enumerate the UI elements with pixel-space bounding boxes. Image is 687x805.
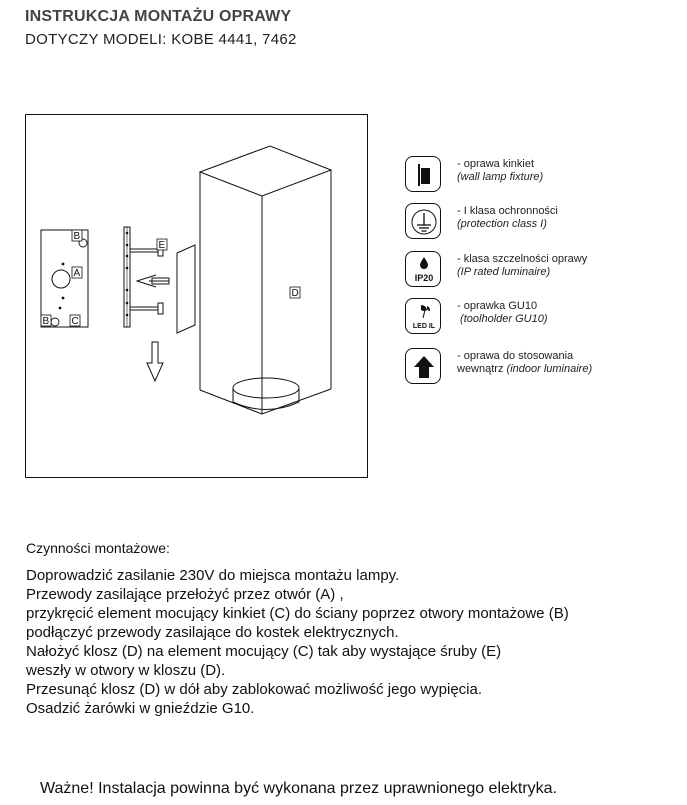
legend-ip-rating xyxy=(405,251,685,291)
instructions-list xyxy=(26,566,569,718)
label-b-bottom: B xyxy=(42,316,50,327)
legend-gu10-label-en: (toolholder GU10) xyxy=(457,313,548,325)
led-il-badge: LED IL xyxy=(412,323,436,330)
legend-wall-lamp-label-en: (wall lamp fixture) xyxy=(457,171,544,183)
label-c: C xyxy=(71,316,79,327)
legend-ip-rating-label-en: (IP rated luminaire) xyxy=(457,266,551,278)
instruction-step: podłączyć przewody zasilające do kostek elektrycznych. xyxy=(26,624,399,641)
left-arrow-icon xyxy=(137,275,169,287)
mounting-diagram-drawing xyxy=(26,115,369,479)
instruction-step: weszły w otwory w kloszu (D). xyxy=(26,662,226,679)
mounting-plate xyxy=(41,230,88,327)
instruction-step: Nałożyć klosz (D) na element mocujący (C) tak aby wystające śruby (E) xyxy=(26,643,502,660)
indoor-house-icon xyxy=(405,348,441,384)
legend-gu10 xyxy=(405,298,685,338)
legend-indoor-label: - oprawa do stosowania xyxy=(457,350,574,362)
ground-icon xyxy=(405,203,441,239)
legend-protection-class-label-en: (protection class I) xyxy=(457,218,547,230)
ip20-badge: IP20 xyxy=(414,273,434,283)
instruction-step: Przesunąć klosz (D) w dół aby zablokować możliwość jego wypięcia. xyxy=(26,681,483,698)
instruction-step: Przewody zasilające przełożyć przez otwór (A) , xyxy=(26,586,344,603)
label-d: D xyxy=(291,288,299,299)
legend-indoor xyxy=(405,348,685,388)
led-il-icon xyxy=(405,298,441,334)
electrician-warning: Ważne! Instalacja powinna być wykonana przez uprawnionego elektryka. xyxy=(40,780,558,797)
wall-lamp-icon xyxy=(405,156,441,192)
label-e: E xyxy=(158,240,166,251)
label-b-top: B xyxy=(73,231,81,242)
models-subtitle: DOTYCZY MODELI: KOBE 4441, 7462 xyxy=(25,31,297,48)
document-title: INSTRUKCJA MONTAŻU OPRAWY xyxy=(25,8,292,25)
legend-wall-lamp-label: - oprawa kinkiet xyxy=(457,158,535,170)
lamp-body xyxy=(177,146,331,414)
ip20-icon xyxy=(405,251,441,287)
mounting-diagram xyxy=(25,114,368,478)
instruction-step: Osadzić żarówki w gnieździe G10. xyxy=(26,700,255,717)
legend-protection-class xyxy=(405,203,685,243)
down-arrow-icon xyxy=(147,342,163,381)
instruction-step: przykręcić element mocujący kinkiet (C) do ściany poprzez otwory montażowe (B) xyxy=(26,605,569,622)
legend-wall-lamp xyxy=(405,156,685,196)
instruction-step: Doprowadzić zasilanie 230V do miejsca montażu lampy. xyxy=(26,567,400,584)
legend-indoor-label-2: wewnątrz xyxy=(457,363,507,375)
legend-ip-rating-label: - klasa szczelności oprawy xyxy=(457,253,588,265)
legend-protection-class-label: - I klasa ochronności xyxy=(457,205,558,217)
legend-indoor-label-en: (indoor luminaire) xyxy=(506,363,593,375)
legend-gu10-label: - oprawka GU10 xyxy=(457,300,538,312)
instructions-heading: Czynności montażowe: xyxy=(26,540,170,556)
label-a: A xyxy=(73,268,81,279)
